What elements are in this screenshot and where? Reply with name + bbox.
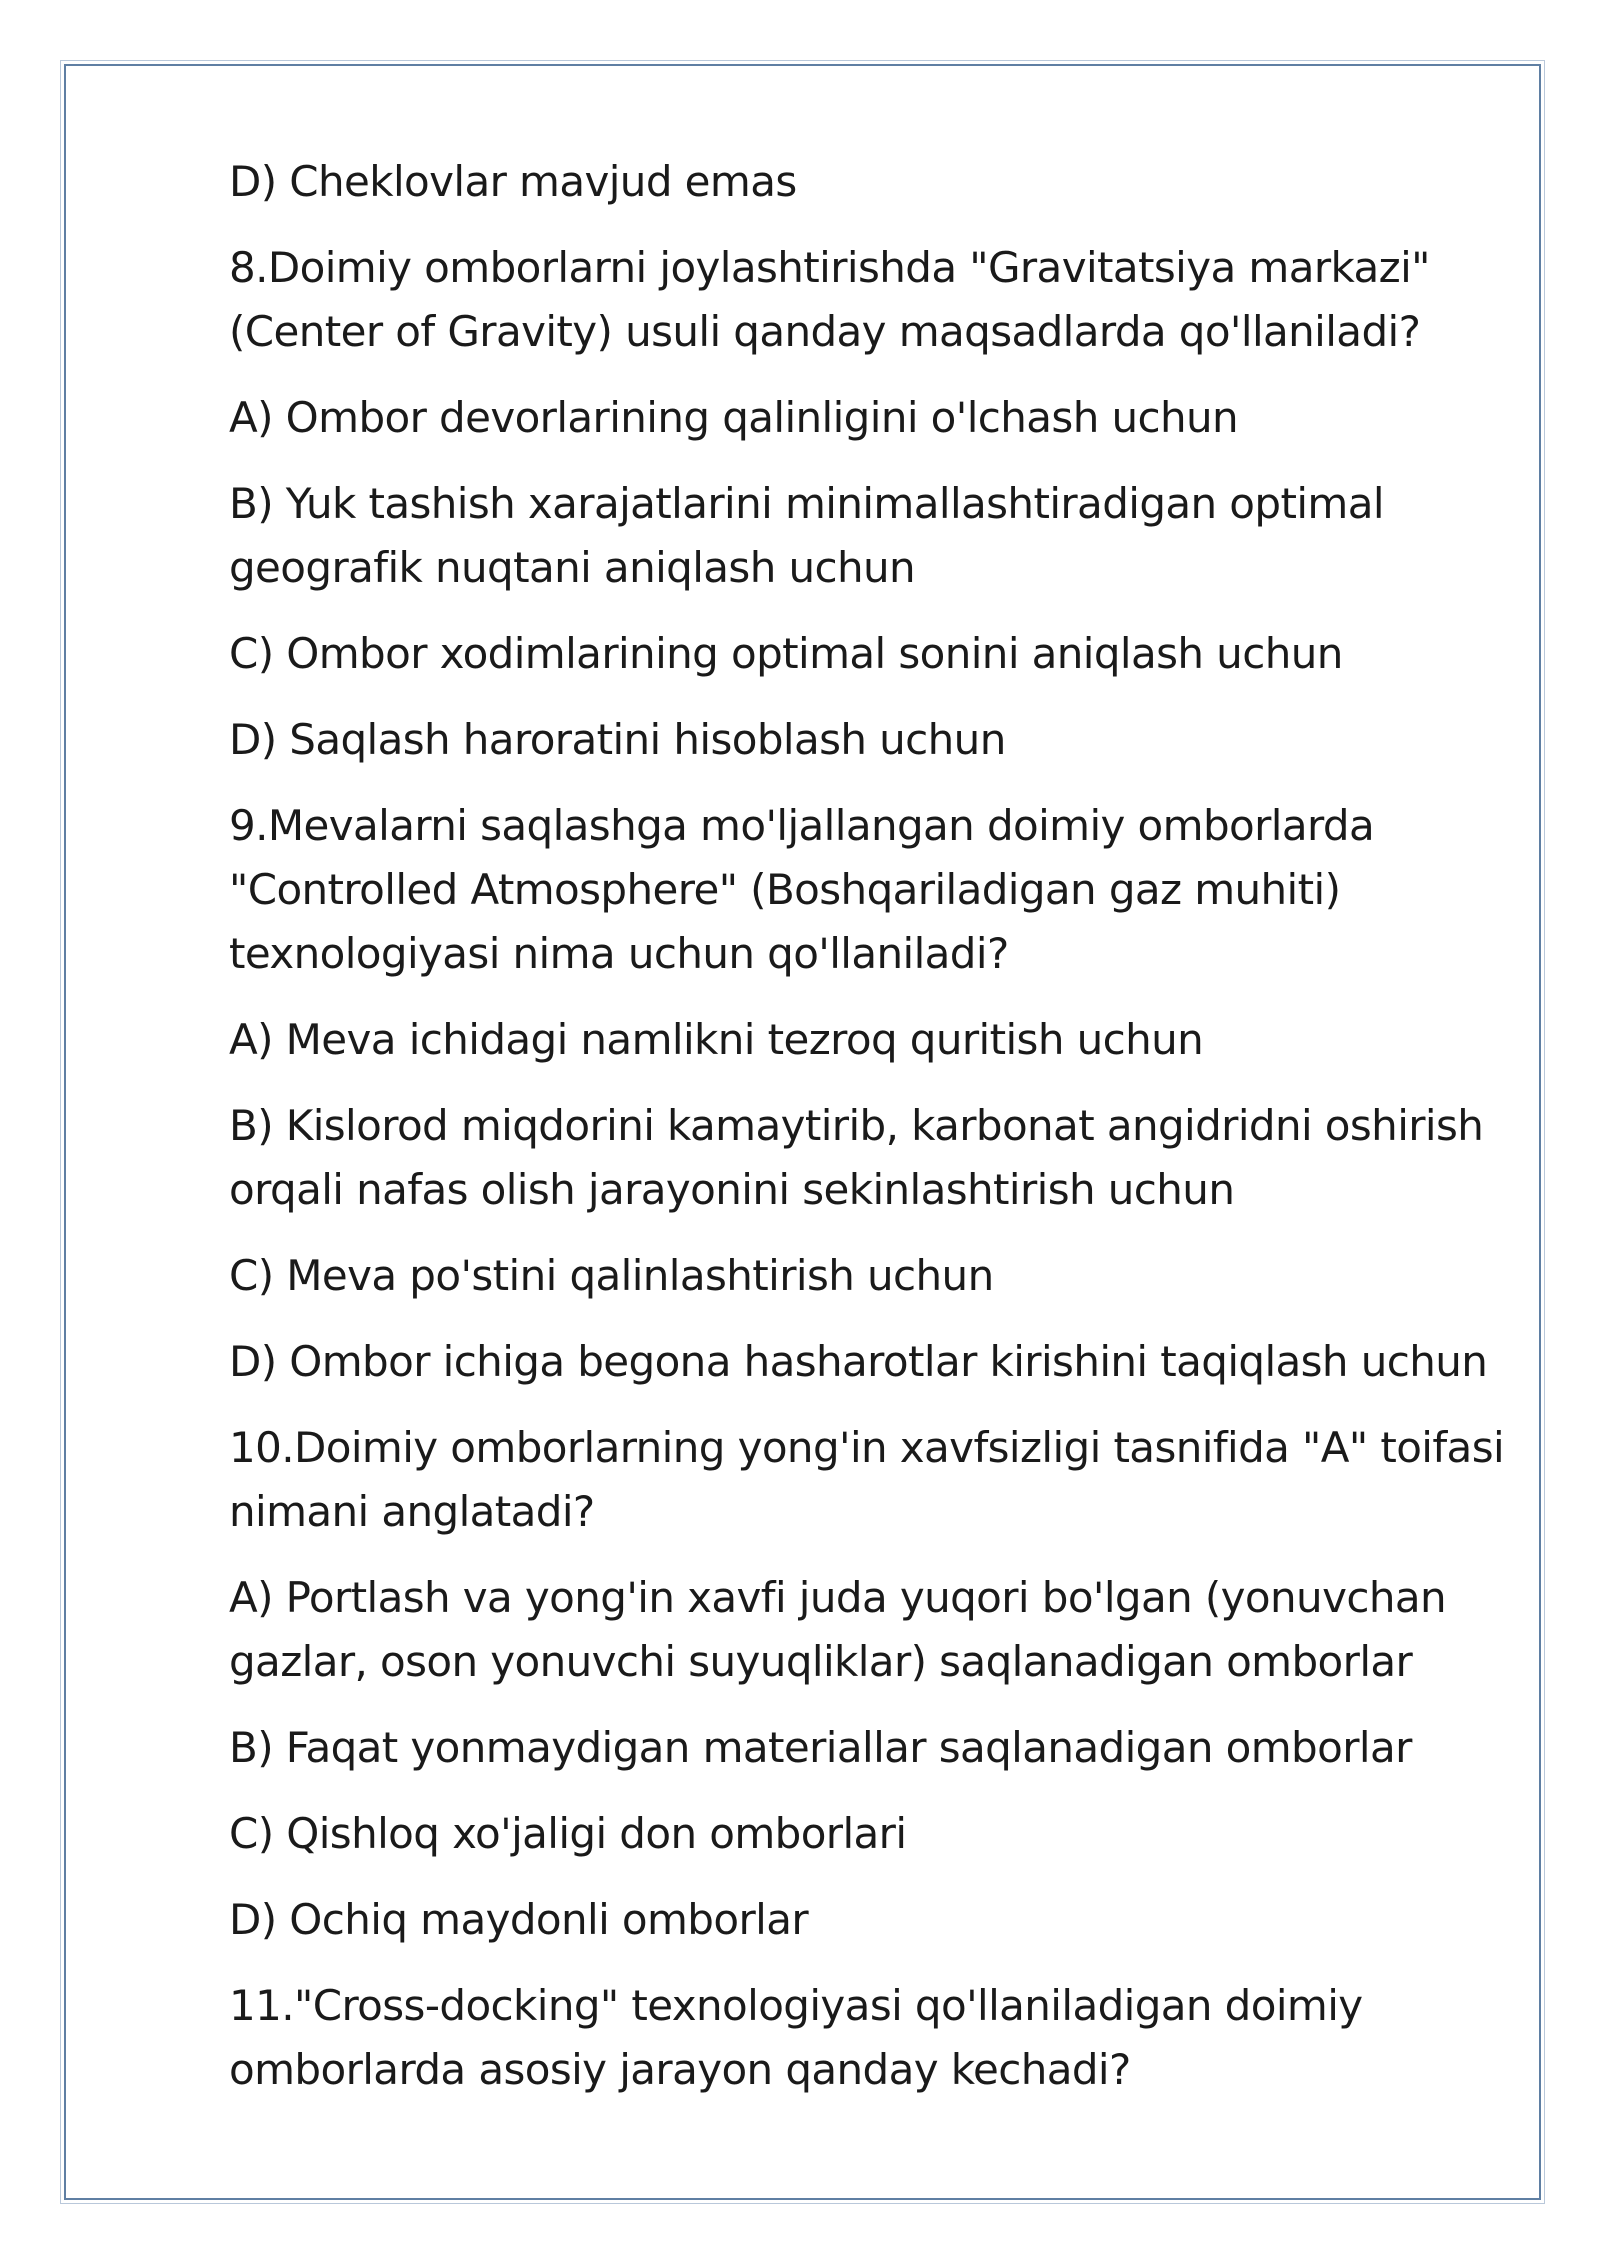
answer-option-9c <box>229 1244 1479 1308</box>
answer-option-8c <box>229 622 1479 686</box>
text-line: A) Meva ichidagi namlikni tezroq quritish uchun <box>229 1015 1204 1064</box>
answer-option-9b <box>229 1094 1484 1222</box>
text-line: 9.Mevalarni saqlashga mo'ljallangan doimiy omborlarda <box>229 801 1375 850</box>
document-body <box>229 150 1505 2124</box>
answer-option-10c <box>229 1802 1479 1866</box>
answer-option-7d <box>229 150 1479 214</box>
text-line: 10.Doimiy omborlarning yong'in xavfsizligi tasnifida "A" toifasi <box>229 1423 1505 1472</box>
text-line: D) Ochiq maydonli omborlar <box>229 1895 809 1944</box>
text-line: C) Ombor xodimlarining optimal sonini aniqlash uchun <box>229 629 1343 678</box>
answer-option-10a <box>229 1566 1479 1694</box>
question-9 <box>229 794 1479 986</box>
question-10 <box>229 1416 1505 1544</box>
text-line: C) Meva po'stini qalinlashtirish uchun <box>229 1251 994 1300</box>
text-line: gazlar, oson yonuvchi suyuqliklar) saqlanadigan omborlar <box>229 1637 1413 1686</box>
answer-option-8d <box>229 708 1479 772</box>
text-line: A) Ombor devorlarining qalinligini o'lchash uchun <box>229 393 1239 442</box>
text-line: B) Kislorod miqdorini kamaytirib, karbonat angidridni oshirish <box>229 1101 1484 1150</box>
text-line: B) Yuk tashish xarajatlarini minimallashtiradigan optimal <box>229 479 1384 528</box>
text-line: 11."Cross-docking" texnologiyasi qo'llaniladigan doimiy <box>229 1981 1363 2030</box>
answer-option-9d <box>229 1330 1488 1394</box>
text-line: D) Ombor ichiga begona hasharotlar kirishini taqiqlash uchun <box>229 1337 1488 1386</box>
text-line: (Center of Gravity) usuli qanday maqsadlarda qo'llaniladi? <box>229 307 1421 356</box>
answer-option-8a <box>229 386 1479 450</box>
text-line: omborlarda asosiy jarayon qanday kechadi? <box>229 2045 1131 2094</box>
text-line: D) Cheklovlar mavjud emas <box>229 157 797 206</box>
answer-option-9a <box>229 1008 1479 1072</box>
text-line: geografik nuqtani aniqlash uchun <box>229 543 916 592</box>
question-11 <box>229 1974 1479 2102</box>
answer-option-8b <box>229 472 1479 600</box>
text-line: 8.Doimiy omborlarni joylashtirishda "Gravitatsiya markazi" <box>229 243 1430 292</box>
text-line: D) Saqlash haroratini hisoblash uchun <box>229 715 1006 764</box>
text-line: C) Qishloq xo'jaligi don omborlari <box>229 1809 907 1858</box>
text-line: texnologiyasi nima uchun qo'llaniladi? <box>229 929 1009 978</box>
text-line: A) Portlash va yong'in xavfi juda yuqori bo'lgan (yonuvchan <box>229 1573 1446 1622</box>
answer-option-10d <box>229 1888 1479 1952</box>
text-line: orqali nafas olish jarayonini sekinlashtirish uchun <box>229 1165 1235 1214</box>
text-line: B) Faqat yonmaydigan materiallar saqlanadigan omborlar <box>229 1723 1412 1772</box>
question-8 <box>229 236 1479 364</box>
text-line: "Controlled Atmosphere" (Boshqariladigan gaz muhiti) <box>229 865 1341 914</box>
text-line: nimani anglatadi? <box>229 1487 595 1536</box>
answer-option-10b <box>229 1716 1479 1780</box>
